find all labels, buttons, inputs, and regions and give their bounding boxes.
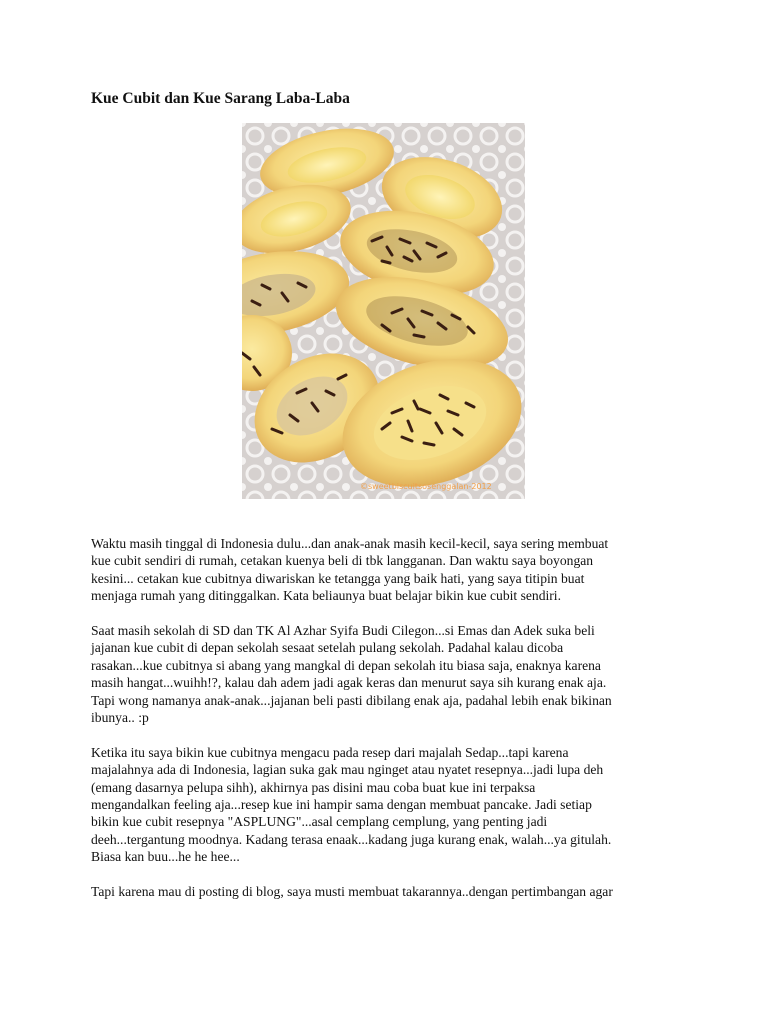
text-line: kesini... cetakan kue cubitnya diwariskan ke tetangga yang baik hati, yang saya titipin buat: [91, 570, 585, 586]
paragraph-4: [91, 883, 691, 900]
text-line: Saat masih sekolah di SD dan TK Al Azhar Syifa Budi Cilegon...si Emas dan Adek suka beli: [91, 623, 595, 639]
paragraph-3: [91, 744, 691, 866]
photo-watermark: ©sweetbiscuitsosenggalan-2012: [360, 482, 492, 491]
text-line: Ketika itu saya bikin kue cubitnya mengacu pada resep dari majalah Sedap...tapi karena: [91, 744, 569, 760]
text-line: masih hangat...wuihh!?, kalau dah adem jadi agak keras dan menurut saya sih kurang enak aja.: [91, 675, 607, 691]
text-line: menjaga rumah yang ditinggalkan. Kata beliaunya buat belajar bikin kue cubit sendiri.: [91, 588, 561, 604]
paragraph-2: [91, 622, 691, 726]
text-line: Waktu masih tinggal di Indonesia dulu...dan anak-anak masih kecil-kecil, saya sering membuat: [91, 536, 609, 551]
text-line: majalahnya ada di Indonesia, lagian suka gak mau nginget atau nyatet resepnya...jadi lupa deh: [91, 762, 604, 778]
text-line: ibunya.. :p: [91, 710, 149, 726]
text-line: rasakan...kue cubitnya si abang yang mangkal di depan sekolah itu biasa saja, enaknya karena: [91, 657, 601, 673]
text-line: mengandalkan feeling aja...resep kue ini hampir sama dengan membuat pancake. Jadi setiap: [91, 797, 592, 813]
paragraph-1: [91, 535, 691, 605]
text-line: deeh...tergantung moodnya. Kadang terasa enaak...kadang juga kurang enak, walah...ya gitulah.: [91, 831, 612, 847]
kue-cubit-photo: [242, 123, 525, 499]
text-line: jajanan kue cubit di depan sekolah sesaat setelah pulang sekolah. Padahal kalau dicoba: [91, 640, 564, 656]
article-body: [91, 535, 691, 918]
text-line: bikin kue cubit resepnya "ASPLUNG"...asal cemplang cemplung, yang penting jadi: [91, 814, 548, 830]
text-line: (emang dasarnya pelupa sihh), akhirnya pas disini mau coba buat kue ini terpaksa: [91, 779, 536, 795]
document-title: Kue Cubit dan Kue Sarang Laba-Laba: [91, 90, 350, 107]
kue-cubit-photo-icon: [242, 123, 525, 499]
text-line: Tapi karena mau di posting di blog, saya musti membuat takarannya..dengan pertimbangan agar: [91, 884, 613, 900]
text-line: Biasa kan buu...he he hee...: [91, 849, 240, 865]
text-line: Tapi wong namanya anak-anak...jajanan beli pasti dibilang enak aja, padahal lebih enak bikinan: [91, 692, 612, 708]
text-line: kue cubit sendiri di rumah, cetakan kuenya beli di tbk langganan. Dan waktu saya boyongan: [91, 553, 594, 569]
